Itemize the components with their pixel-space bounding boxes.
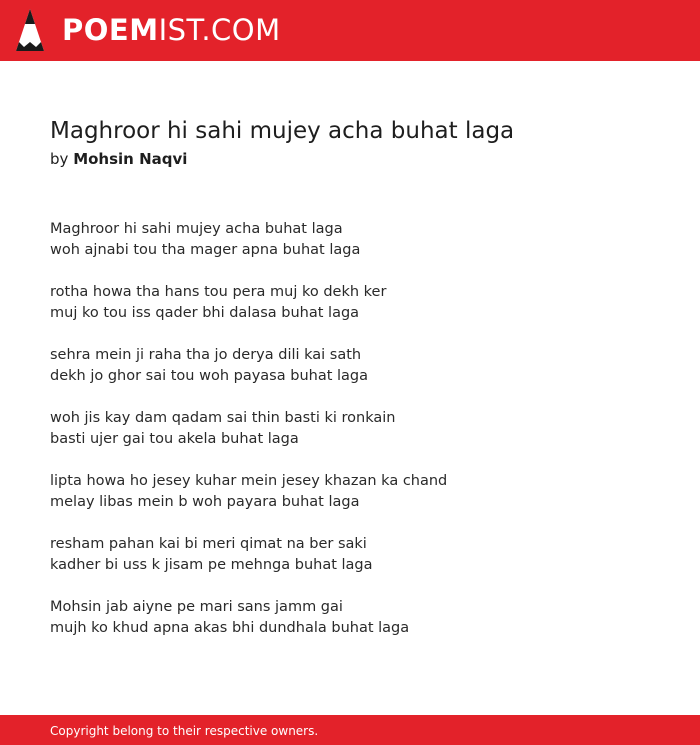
poem-line: dekh jo ghor sai tou woh payasa buhat laga xyxy=(50,368,369,384)
poem-line: Maghroor hi sahi mujey acha buhat laga xyxy=(50,221,343,237)
poem-line: resham pahan kai bi meri qimat na ber saki xyxy=(50,536,367,552)
poem-line: rotha howa tha hans tou pera muj ko dekh ker xyxy=(50,284,387,300)
poem-line: muj ko tou iss qader bhi dalasa buhat laga xyxy=(50,305,360,321)
stanza xyxy=(50,345,670,387)
poem-line: woh jis kay dam qadam sai thin basti ki ronkain xyxy=(50,410,396,426)
logo-text-light: IST.COM xyxy=(158,13,281,47)
author-name[interactable]: Mohsin Naqvi xyxy=(73,150,188,168)
poem-line: basti ujer gai tou akela buhat laga xyxy=(50,431,299,447)
stanza xyxy=(50,408,670,450)
stanza xyxy=(50,471,670,513)
by-label: by xyxy=(50,150,69,168)
poem-line: sehra mein ji raha tha jo derya dili kai sath xyxy=(50,347,362,363)
stanza xyxy=(50,534,670,576)
poem-line: mujh ko khud apna akas bhi dundhala buhat laga xyxy=(50,620,410,636)
stanza xyxy=(50,282,670,324)
stanza xyxy=(50,597,670,639)
pencil-logo-icon[interactable] xyxy=(16,9,44,51)
site-header xyxy=(0,0,700,61)
site-footer xyxy=(0,715,700,745)
poem-line: woh ajnabi tou tha mager apna buhat laga xyxy=(50,242,361,258)
poem-line: melay libas mein b woh payara buhat laga xyxy=(50,494,360,510)
poem-title: Maghroor hi sahi mujey acha buhat laga xyxy=(50,118,515,144)
stanza xyxy=(50,219,670,261)
byline xyxy=(50,149,187,169)
site-logo[interactable] xyxy=(62,13,281,47)
poem-line: lipta howa ho jesey kuhar mein jesey khazan ka chand xyxy=(50,473,448,489)
poem-line: Mohsin jab aiyne pe mari sans jamm gai xyxy=(50,599,343,615)
copyright-notice: Copyright belong to their respective owners. xyxy=(50,724,319,738)
logo-text-bold: POEM xyxy=(62,13,159,47)
poem-line: kadher bi uss k jisam pe mehnga buhat laga xyxy=(50,557,373,573)
poem-body xyxy=(50,219,670,660)
